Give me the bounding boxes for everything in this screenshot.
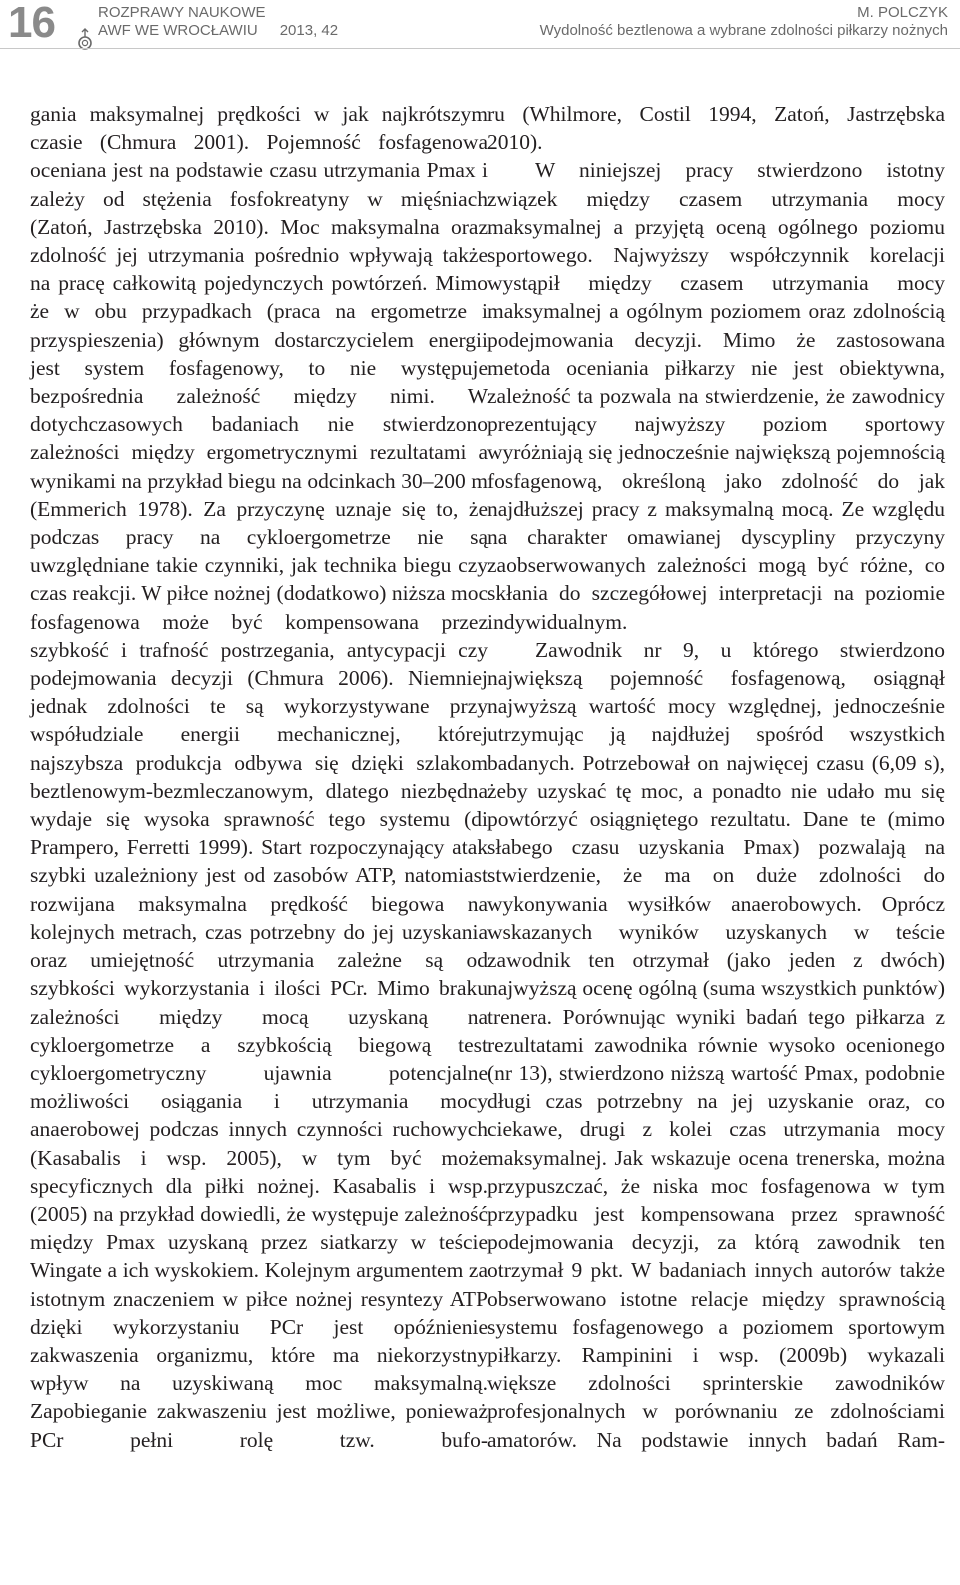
right-paragraph-3: Zawodnik nr 9, u którego stwierdzono największą pojemność fosfagenową, osiągnął najwyższą wartość mocy względnej, jednocześnie utrzymując ją najdłużej spośród wszystkich badanych. Potrzebował on najwięcej czasu (6,09 s), żeby uzyskać tę moc, a ponadto nie udało mu się powtórzyć osiągniętego rezultatu. Dane te (mimo słabego czasu uzyskania Pmax) pozwalają na stwierdzenie, że ma on duże zdolności do wykonywania wysiłków anaerobowych. Oprócz wskazanych wyników uzyskanych w teście zawodnik ten otrzymał (jako jeden z dwóch) najwyższą ocenę ogólną (suma wszystkich punktów) trenera. Porównując wyniki badań tego piłkarza z rezultatami zawodnika równie wysoko ocenionego (nr 13), stwierdzono niższą wartość Pmax, podobnie długi czas potrzebny na jej uzyskanie oraz, co ciekawe, drugi z kolei czas utrzymania mocy maksymalnej. Jak wskazuje ocena trenerska, można przypuszczać, że niska moc fosfagenowa w tym przypadku jest kompensowana przez sprawność podejmowania decyzji, za którą zawodnik ten otrzymał 9 pkt. W badaniach innych autorów także obserwowano istotne relacje między sprawnością systemu fosfagenowego a poziomem sportowym piłkarzy. Rampinini i wsp. (2009b) wykazali większe zdolności sprinterskie zawodników profesjonalnych w porównaniu ze zdolnościami amatorów. Na podstawie innych badań Ram- [487, 637, 945, 1452]
left-column [30, 100, 488, 1454]
journal-name [98, 4, 338, 40]
running-head [540, 4, 948, 40]
short-title: Wydolność beztlenowa a wybrane zdolności piłkarzy nożnych [539, 22, 948, 39]
journal-line-1: ROZPRAWY NAUKOWE [98, 4, 266, 21]
right-paragraph-2: W niniejszej pracy stwierdzono istotny związek między czasem utrzymania mocy maksymalnej a przyjętą oceną ogólnego poziomu sportowego. Najwyższy współczynnik korelacji wystąpił między czasem utrzymania mocy maksymalnej a ogólnym poziomem oraz zdolnością podejmowania decyzji. Mimo że zastosowana metoda oceniania piłkarzy nie jest obiektywna, zależność ta pozwala na stwierdzenie, że zawodnicy prezentujący najwyższy poziom sportowy wyróżniają się jednocześnie największą pojemnością fosfagenową, określoną jako zdolność do jak najdłuższej pracy z maksymalną mocą. Ze względu na charakter omawianej dyscypliny przyczyny zaobserwowanych zależności mogą być różne, co skłania do szczegółowej interpretacji na poziomie indywidualnym. [487, 158, 945, 634]
page-number: 16 [8, 0, 55, 47]
left-paragraph-1: gania maksymalnej prędkości w jak najkrótszym czasie (Chmura 2001). Pojemność fosfagenowa oceniana jest na podstawie czasu utrzymania Pmax i zależy od stężenia fosfokreatyny w mięśniach (Zatoń, Jastrzębska 2010). Moc maksymalna oraz zdolność jej utrzymania pośrednio wpływają także na pracę całkowitą pojedynczych powtórzeń. Mimo że w obu przypadkach (praca na ergometrze i przyspieszenia) głównym dostarczycielem energii jest system fosfagenowy, to nie występuje bezpośrednia zależność między nimi. W dotychczasowych badaniach nie stwierdzono zależności między ergometrycznymi rezultatami a wynikami na przykład biegu na odcinkach 30–200 m (Emmerich 1978). Za przyczynę uznaje się to, że podczas pracy na cykloergometrze nie są uwzględniane takie czynniki, jak technika biegu czy czas reakcji. W piłce nożnej (dodatkowo) niższa moc fosfagenowa może być kompensowana przez szybkość i trafność postrzegania, antycypacji czy podejmowania decyzji (Chmura 2006). Niemniej jednak zdolności te są wykorzystywane przy współudziale energii mechanicznej, której najszybsza produkcja odbywa się dzięki szlakom beztlenowym-bezmleczanowym, dlatego niezbędna wydaje się wysoka sprawność tego systemu (di Prampero, Ferretti 1999). Start rozpoczynający atak szybki uzależniony jest od zasobów ATP, natomiast rozwijana maksymalna prędkość biegowa na kolejnych metrach, czas potrzebny do jej uzyskania oraz umiejętność utrzymania zależne są od szybkości wykorzystania i ilości PCr. Mimo braku zależności między mocą uzyskaną na cykloergometrze a szybkością biegową test cykloergometryczny ujawnia potencjalne możliwości osiągania i utrzymania mocy anaerobowej podczas innych czynności ruchowych (Kasabalis i wsp. 2005), w tym być może specyficznych dla piłki nożnej. Kasabalis i wsp. (2005) na przykład dowiedli, że występuje zależność między Pmax uzyskaną przez siatkarzy w teście Wingate a ich wyskokiem. Kolejnym argumentem za istotnym znaczeniem w piłce nożnej resyntezy ATP dzięki wykorzystaniu PCr jest opóźnienie zakwaszenia organizmu, które ma niekorzystny wpływ na uzyskiwaną moc maksymalną. Zapobieganie zakwaszeniu jest możliwe, ponieważ PCr pełni rolę tzw. bufo- [30, 102, 488, 1452]
author: M. POLCZYK [857, 4, 948, 21]
header-rule [0, 48, 960, 49]
right-column [487, 100, 945, 1454]
journal-city: AWF WE WROCŁAWIU [98, 22, 258, 39]
university-logo-icon [76, 28, 94, 50]
year-volume: 2013, 42 [279, 22, 339, 39]
journal-line-2 [98, 22, 338, 40]
right-paragraph-1: ru (Whilmore, Costil 1994, Zatoń, Jastrzębska 2010). [487, 102, 945, 155]
